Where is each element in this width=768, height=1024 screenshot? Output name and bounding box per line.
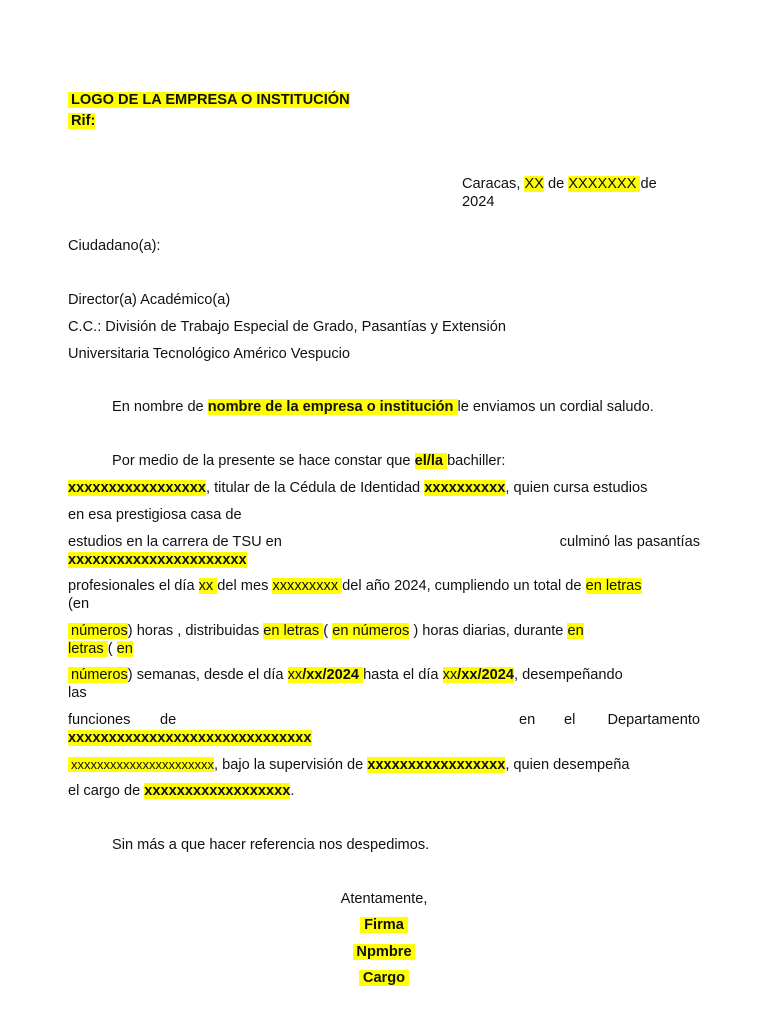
date-de-2: de [640,176,657,192]
para2-line-10 [68,783,700,800]
text: del año 2024, cumpliendo un total de [342,578,586,594]
para2-line-8b [68,730,700,747]
text: Departamento [607,712,700,728]
date-de: de [543,176,569,192]
para2-line-2 [68,480,700,497]
text: en [519,712,536,728]
text: , bajo la supervisión de [214,757,368,773]
para2-line-7 [68,667,700,684]
date-day: XX [524,176,544,192]
rif-text: Rif: [68,113,95,129]
weeks-number-placeholder: en [116,641,133,657]
start-date-day: xx [287,667,303,683]
date-month: XXXXXXX [568,176,641,192]
text: funciones [68,712,131,728]
paragraph-greeting [112,399,700,416]
end-date-rest: /xx/2024 [457,667,514,683]
text: ) horas , distribuidas [127,623,264,639]
name-line [284,944,484,961]
recipient-line-2: C.C.: División de Trabajo Especial de Grado, Pasantías y Extensión [68,319,507,335]
date-line [462,176,702,193]
weeks-letters-placeholder: en [567,623,584,639]
text: ) horas diarias, durante [409,623,568,639]
farewell: Sin más a que hacer referencia nos despedimos. [112,837,430,853]
text: , titular de la Cédula de Identidad [205,480,425,496]
text: ( [107,641,117,657]
para2-line-4b [68,552,700,569]
para2-line-5 [68,578,700,595]
para2-line-7b: las [68,685,87,701]
position-placeholder: xxxxxxxxxxxxxxxxxx [144,783,291,799]
gender-placeholder: el/la [414,453,448,469]
text: ) semanas, desde el día [127,667,288,683]
text: ( [323,623,333,639]
text: , quien cursa estudios [505,480,648,496]
text: el cargo de [68,783,145,799]
para2-line-6 [68,623,700,640]
hours-number-placeholder: números [68,623,128,639]
weeks-letters-placeholder-cont: letras [68,641,108,657]
text: bachiller: [447,453,506,469]
text: , desempeñando [513,667,623,683]
position-line [284,970,484,987]
organization-name: nombre de la empresa o institución [207,399,458,415]
greeting-pre: En nombre de [112,399,208,415]
student-name-placeholder: xxxxxxxxxxxxxxxxx [68,480,206,496]
text: estudios en la carrera de TSU en [68,534,282,550]
start-date-rest: /xx/2024 [302,667,364,683]
month-placeholder: xxxxxxxxx [272,578,343,594]
para2-line-9 [68,756,700,774]
department-placeholder: xxxxxxxxxxxxxxxxxxxxxx [68,757,214,772]
para2-line-4 [68,534,700,551]
para2-line-6b [68,641,700,658]
recipient-line-3: Universitaria Tecnológico Américo Vespucio [68,346,351,362]
end-date-day: xx [442,667,458,683]
text: . [290,783,295,799]
weeks-number-placeholder-cont: números [68,667,128,683]
para2-line-1 [112,453,700,470]
signature-line [284,917,484,934]
para2-line-5b: (en [68,596,90,612]
text: de [160,712,177,728]
text: , quien desempeña [505,757,630,773]
regards: Atentamente, [340,891,428,907]
para2-line-3: en esa prestigiosa casa de [68,507,242,523]
text: profesionales el día [68,578,199,594]
day-placeholder: xx [198,578,218,594]
signer-name-placeholder: Npmbre [353,944,414,960]
text: culminó las pasantías [559,534,700,550]
career-placeholder: xxxxxxxxxxxxxxxxxxxxxx [68,552,247,568]
rif-label [68,113,700,130]
salutation: Ciudadano(a): [68,238,161,254]
id-number-placeholder: xxxxxxxxxx [424,480,506,496]
hours-letters-placeholder: en letras [585,578,642,594]
text: Por medio de la presente se hace constar que [112,453,415,469]
logo-text: LOGO DE LA EMPRESA O INSTITUCIÓN [68,92,350,108]
logo-placeholder [68,92,700,109]
daily-letters-placeholder: en letras [263,623,324,639]
supervisor-placeholder: xxxxxxxxxxxxxxxxx [367,757,506,773]
date-year: 2024 [462,194,495,210]
date-city: Caracas, [462,176,525,192]
greeting-post: le enviamos un cordial saludo. [457,399,654,415]
daily-number-placeholder: en números [332,623,410,639]
signer-position-placeholder: Cargo [359,970,409,986]
text: del mes [217,578,273,594]
text: hasta el día [363,667,443,683]
recipient-line-1: Director(a) Académico(a) [68,292,231,308]
functions-placeholder: xxxxxxxxxxxxxxxxxxxxxxxxxxxxxx [68,730,312,746]
text: el [564,712,576,728]
signature-placeholder: Firma [360,917,408,933]
